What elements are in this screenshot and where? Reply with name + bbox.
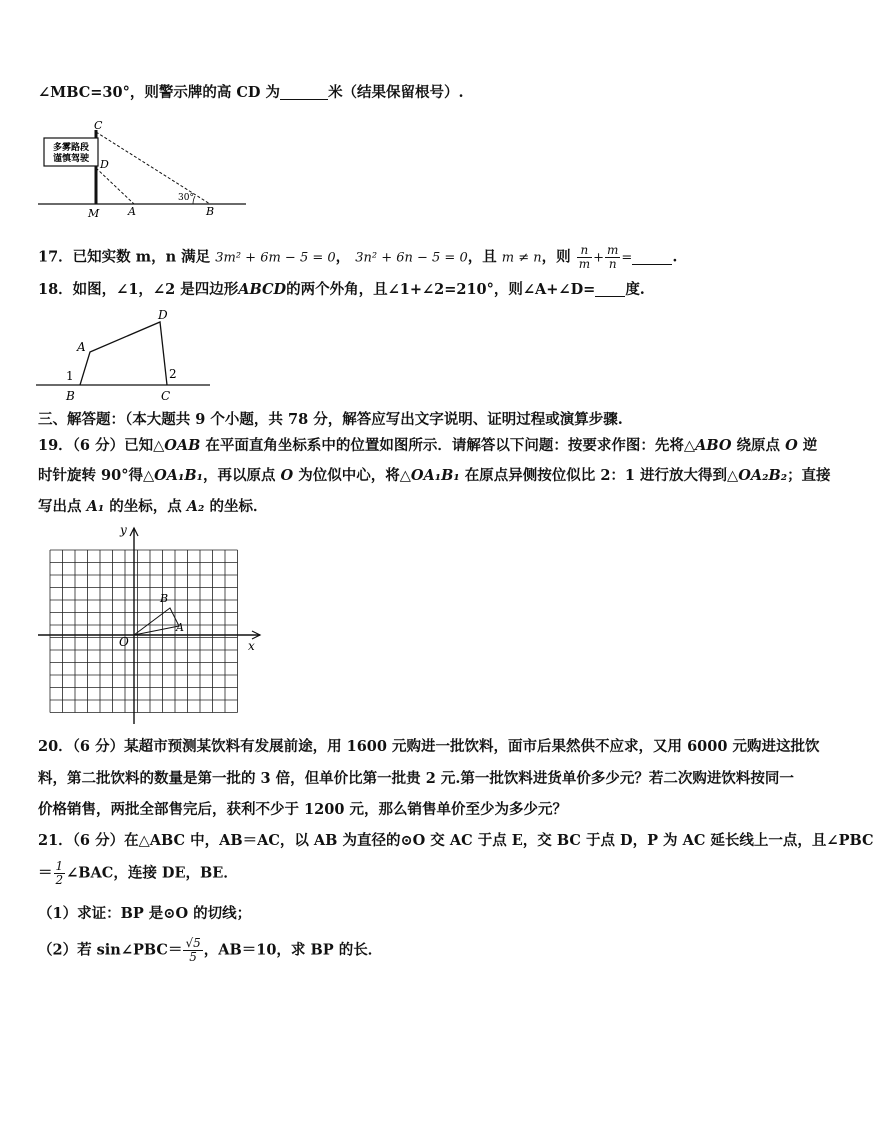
q21-line2 xyxy=(38,860,238,887)
q19-l1f: O xyxy=(785,437,798,454)
q19-l2i: ；直接 xyxy=(787,467,831,484)
sin-num: √5 xyxy=(185,936,201,950)
label-2: 2 xyxy=(169,367,177,381)
q18-text-b: 的两个外角，且∠1+∠2=210°，则∠A+∠D= xyxy=(286,281,596,298)
label-D: D xyxy=(158,308,168,322)
q18-answer-blank xyxy=(595,280,625,297)
label-B: B xyxy=(206,205,215,218)
q18-quad: ABCD xyxy=(238,281,287,298)
q19-l2a: 时针旋转 90°得△ xyxy=(38,467,155,484)
label-M: M xyxy=(88,207,100,220)
q19-l2e: 为位似中心，将△ xyxy=(293,467,411,484)
label-B: B xyxy=(66,389,75,403)
label-A: A xyxy=(176,621,184,634)
q21-part2 xyxy=(38,937,382,964)
q17-eq-sign: = xyxy=(621,250,633,266)
q16-text-b: 米（结果保留根号）. xyxy=(328,84,464,101)
q17-condition: m ≠ n xyxy=(501,250,542,266)
q16-figure xyxy=(30,118,260,223)
q19-l1b: OAB xyxy=(164,437,201,454)
label-y: y xyxy=(120,523,127,537)
q19-line3 xyxy=(38,497,267,517)
q19-l1e: 绕原点 xyxy=(731,437,786,454)
q21-line1: 21．（6 分）在△ABC 中，AB＝AC，以 AB 为直径的⊙O 交 AC 于点 E，交 BC 于点 D，P 为 AC 延长线上一点，且∠PBC xyxy=(38,832,874,849)
frac1-num: n xyxy=(577,244,592,258)
q19-line2 xyxy=(38,466,831,486)
q19-l2g: 在原点异侧按位似比 2：1 进行放大得到△ xyxy=(459,467,739,484)
q19-l2d: O xyxy=(280,467,294,484)
label-x: x xyxy=(248,639,255,653)
q19-line1 xyxy=(38,436,817,456)
q17-plus: + xyxy=(593,250,605,266)
sign-text-2: 谨慎驾驶 xyxy=(52,154,90,164)
grid-lines xyxy=(50,550,238,713)
label-A: A xyxy=(77,340,86,354)
q17 xyxy=(38,244,677,271)
q19-l3e: 的坐标． xyxy=(204,498,268,515)
q19-l3d: A₂ xyxy=(186,498,205,515)
label-C: C xyxy=(94,119,103,132)
label-1: 1 xyxy=(66,369,74,383)
q17-text-a: 17．已知实数 m，n 满足 xyxy=(38,248,211,266)
q19-l2c: ，再以原点 xyxy=(202,467,281,484)
q21-sin-frac xyxy=(183,937,202,964)
triangle-OAB xyxy=(134,608,179,635)
sign-text-1: 多雾路段 xyxy=(52,143,90,153)
q19-l1g: 逆 xyxy=(797,437,818,454)
q20-line2: 料，第二批饮料的数量是第一批的 3 倍，但单价比第一批贵 2 元.第一批饮料进货单价多少元？若二次购进饮料按同一 xyxy=(38,770,794,787)
q19-coordinate-grid xyxy=(36,522,266,727)
q17-text-c: ，则 xyxy=(541,248,571,266)
q18-text-c: 度. xyxy=(625,281,645,298)
angle-label: 30° xyxy=(178,193,194,203)
q18-figure xyxy=(30,304,220,404)
q21-eq: ＝ xyxy=(38,864,53,882)
label-B: B xyxy=(160,592,169,605)
q19-l3a: 写出点 xyxy=(38,498,87,515)
q19-l1d: ABO xyxy=(695,437,732,454)
q16-text xyxy=(38,83,464,103)
q16-text-a: ∠MBC=30°，则警示牌的高 CD 为 xyxy=(38,84,281,101)
q20-line1: 20．（6 分）某超市预测某饮料有发展前途，用 1600 元购进一批饮料，面市后果然供不应求，又用 6000 元购进这批饮 xyxy=(38,738,820,755)
q19-l3c: 的坐标，点 xyxy=(104,498,187,515)
q19-l3b: A₁ xyxy=(86,498,105,515)
q17-frac2 xyxy=(605,244,620,271)
q19-l1c: 在平面直角坐标系中的位置如图所示．请解答以下问题：按要求作图：先将△ xyxy=(200,437,696,454)
q21-p2a: （2）若 sin∠PBC＝ xyxy=(38,941,183,959)
q21-l2-rest: ∠BAC，连接 DE，BE． xyxy=(66,864,238,882)
q21-p2b: ，AB＝10，求 BP 的长． xyxy=(203,941,383,959)
q19-l2b: OA₁B₁ xyxy=(154,467,203,484)
q17-frac1 xyxy=(577,244,592,271)
q19-l1a: 19．（6 分）已知△ xyxy=(38,437,165,454)
q19-l2h: OA₂B₂ xyxy=(738,467,788,484)
q21-half xyxy=(54,860,66,887)
half-den: 2 xyxy=(55,873,64,887)
sin-den: 5 xyxy=(189,950,197,964)
label-O: O xyxy=(119,635,129,649)
q17-sep: ， xyxy=(335,248,351,266)
q18 xyxy=(38,280,645,300)
label-D: D xyxy=(100,158,109,171)
q17-text-b: ，且 xyxy=(467,248,497,266)
q19-l2f: OA₁B₁ xyxy=(410,467,460,484)
half-num: 1 xyxy=(55,859,64,873)
q17-end: . xyxy=(672,248,678,266)
section-3-heading: 三、解答题：（本大题共 9 个小题，共 78 分，解答应写出文字说明、证明过程或演算步骤. xyxy=(38,411,623,428)
frac2-den: n xyxy=(608,257,617,271)
q20-line3: 价格销售，两批全部售完后，获利不少于 1200 元，那么销售单价至少为多少元？ xyxy=(38,801,567,818)
frac1-den: m xyxy=(578,257,591,271)
q17-eq1: 3m² + 6m − 5 = 0 xyxy=(215,250,336,266)
q16-answer-blank xyxy=(280,83,328,100)
q17-answer-blank xyxy=(632,248,672,265)
q21-part1: （1）求证：BP 是⊙O 的切线； xyxy=(38,905,252,922)
q17-eq2: 3n² + 6n − 5 = 0 xyxy=(355,250,468,266)
label-A: A xyxy=(128,205,136,218)
q18-text-a: 18．如图，∠1，∠2 是四边形 xyxy=(38,281,239,298)
label-C: C xyxy=(161,389,171,403)
frac2-num: m xyxy=(607,243,619,257)
